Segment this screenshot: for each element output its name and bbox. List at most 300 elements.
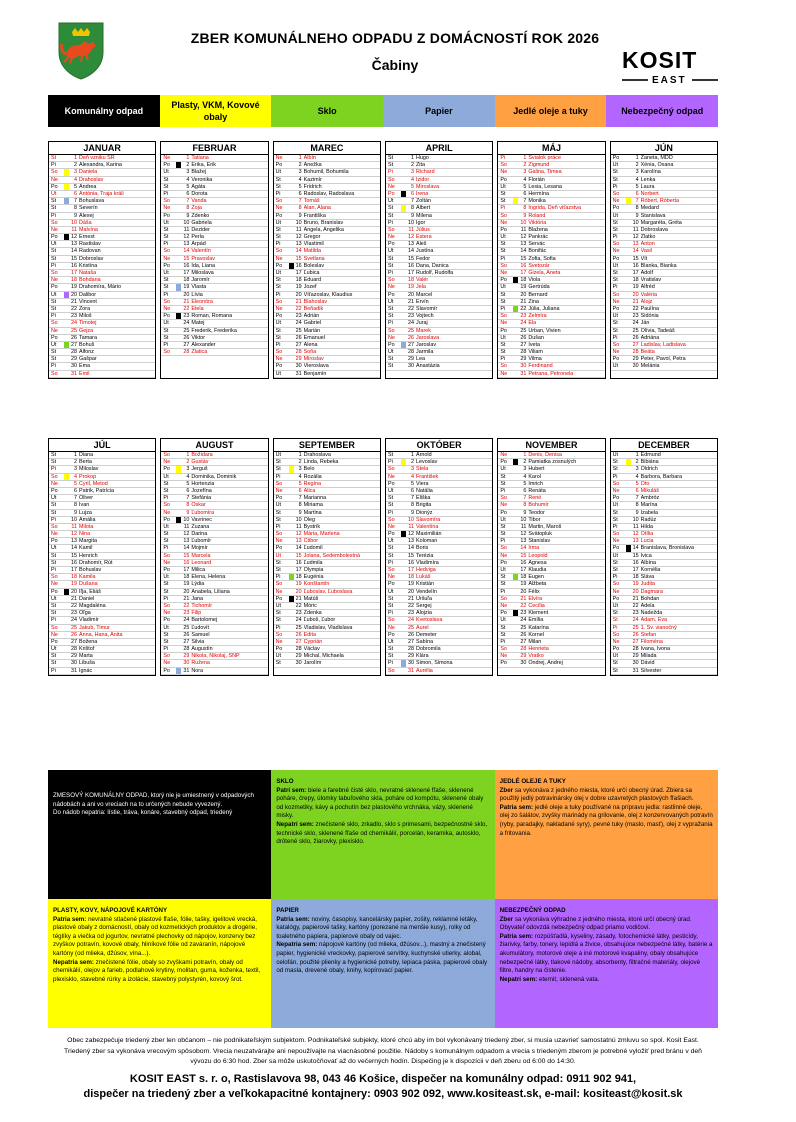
weekday: Št — [388, 452, 394, 458]
day-number: 18 — [408, 574, 414, 581]
month-title: MAREC — [274, 142, 380, 155]
day-number: 11 — [520, 226, 527, 233]
day-row — [161, 162, 267, 169]
weekday: Pi — [500, 356, 506, 363]
day-number: 30 — [295, 660, 302, 667]
name-day: Jolana, Sedembolestná — [303, 552, 360, 559]
day-number: 25 — [632, 624, 639, 631]
day-number: 22 — [71, 602, 77, 609]
day-row — [274, 553, 380, 560]
weekday: So — [388, 617, 395, 624]
day-number: 16 — [408, 559, 414, 566]
day-row — [386, 545, 492, 552]
weekday: So — [163, 452, 170, 458]
day-row — [161, 481, 267, 488]
day-number: 14 — [520, 545, 527, 552]
day-number: 2 — [186, 459, 190, 466]
weekday: St — [612, 219, 618, 226]
calendar-second-half — [48, 438, 718, 676]
day-number: 3 — [186, 169, 190, 176]
weekday: So — [163, 653, 170, 660]
name-day: Olympia — [303, 567, 324, 573]
day-row — [274, 538, 380, 545]
weekday: Pi — [163, 646, 169, 653]
nebezpecny-p1-label: Zber — [499, 915, 514, 923]
weekday: Št — [275, 334, 281, 341]
name-day: Xénia, Oxana — [640, 162, 674, 169]
day-row — [386, 320, 492, 327]
day-number: 5 — [186, 183, 190, 190]
weekday: Ut — [388, 588, 394, 595]
page-title: ZBER KOMUNÁLNEHO ODPADU Z DOMÁCNOSTÍ ROK 2026 — [190, 30, 600, 46]
day-row — [611, 306, 717, 313]
day-number: 18 — [71, 277, 77, 284]
weekday: Pi — [51, 516, 56, 523]
day-number: 17 — [71, 270, 77, 276]
weekday: St — [275, 327, 281, 334]
weekday: Pi — [500, 205, 506, 212]
name-day: Jana — [191, 595, 204, 602]
day-row — [161, 474, 267, 481]
day-row — [386, 213, 492, 220]
day-number: 23 — [520, 313, 527, 320]
weekday: Ut — [500, 334, 506, 341]
day-row — [274, 560, 380, 567]
name-day: Zuzana — [191, 523, 210, 530]
day-row — [161, 596, 267, 603]
day-row — [161, 603, 267, 610]
name-day: Vratislav — [640, 277, 662, 284]
day-row — [161, 292, 267, 299]
day-row — [274, 646, 380, 653]
name-day: Júlia, Juliana — [528, 305, 560, 312]
day-row — [274, 162, 380, 169]
weekday: St — [388, 356, 394, 363]
day-row — [498, 306, 604, 313]
name-day: Drahomír, Rút — [79, 559, 113, 566]
day-row — [498, 349, 604, 356]
day-row — [274, 502, 380, 509]
day-row — [386, 220, 492, 227]
name-day: Dezider — [191, 226, 210, 233]
day-row — [274, 220, 380, 227]
day-number: 22 — [520, 305, 527, 312]
name-day: Alena — [303, 341, 318, 348]
weekday: Pi — [275, 291, 281, 298]
day-row — [274, 488, 380, 495]
day-number: 6 — [186, 487, 190, 494]
name-day: Kornélia — [640, 567, 661, 573]
name-day: Aurel — [416, 624, 429, 631]
weekday: Po — [612, 255, 620, 262]
weekday: Ne — [275, 305, 283, 312]
day-row — [386, 177, 492, 184]
day-number: 31 — [295, 370, 302, 377]
day-number: 21 — [71, 595, 77, 602]
name-day: Ľuboš, Ľubor — [303, 617, 336, 624]
day-row — [274, 524, 380, 531]
day-number: 25 — [71, 624, 77, 631]
name-day: Ida, Liana — [191, 262, 216, 269]
day-row — [274, 248, 380, 255]
name-day: Bohuslav — [79, 567, 102, 573]
day-row — [611, 169, 717, 176]
day-number: 14 — [295, 545, 302, 552]
day-row — [49, 581, 155, 588]
day-row — [49, 177, 155, 184]
weekday: St — [388, 495, 394, 502]
day-row — [274, 313, 380, 320]
weekday: Po — [500, 559, 507, 566]
day-number: 10 — [632, 516, 639, 523]
name-day: Angela, Angelika — [303, 226, 344, 233]
name-day: Natália — [416, 487, 433, 494]
day-row — [161, 155, 267, 162]
name-day: Medard — [640, 205, 659, 212]
day-number: 7 — [523, 198, 527, 205]
weekday: Št — [275, 284, 281, 291]
day-number: 6 — [74, 190, 77, 197]
name-day: Pravoslav — [191, 255, 215, 262]
day-row — [161, 263, 267, 270]
month-calendar — [497, 438, 605, 676]
weekday: Ne — [163, 459, 171, 466]
name-day: Iveta — [528, 341, 541, 348]
day-row — [611, 567, 717, 574]
day-number: 23 — [71, 610, 77, 617]
day-number: 28 — [632, 646, 639, 653]
weekday: So — [388, 466, 395, 473]
weekday: St — [51, 653, 57, 660]
day-number: 1 — [74, 452, 77, 458]
day-row — [274, 227, 380, 234]
day-number: 16 — [632, 262, 639, 269]
day-number: 6 — [74, 487, 77, 494]
weekday: Ne — [612, 538, 620, 545]
weekday: Pi — [51, 617, 56, 624]
day-number: 22 — [408, 602, 414, 609]
day-number: 7 — [635, 495, 639, 502]
day-number: 23 — [71, 313, 77, 320]
day-number: 31 — [632, 667, 639, 674]
weekday: Po — [612, 356, 620, 363]
day-number: 16 — [183, 559, 190, 566]
weekday: Pi — [51, 567, 56, 573]
weekday: Po — [275, 363, 283, 370]
day-number: 13 — [408, 241, 414, 248]
day-row — [611, 510, 717, 517]
name-day: Mária, Marlena — [303, 531, 340, 538]
day-row — [49, 263, 155, 270]
name-day: Albín — [303, 155, 316, 161]
name-day: Libuša — [79, 660, 95, 667]
day-row — [49, 320, 155, 327]
name-day: Anabela, Liliana — [191, 588, 230, 595]
day-number: 20 — [408, 291, 414, 298]
name-day: Lea — [416, 356, 425, 363]
day-number: 7 — [186, 495, 190, 502]
month-calendar — [610, 438, 718, 676]
name-day: Július — [416, 226, 430, 233]
name-day: Zoltán — [416, 198, 431, 205]
day-number: 20 — [520, 588, 527, 595]
day-number: 7 — [411, 198, 414, 205]
nebezpecny-p2: rozpúšťadlá, kyseliny, zásady, fotochemické látky, pesticídy, žiarivky, farby, tonery, lepidlá a živice, obsahujúce nebezpečné látky, batérie a akumulátory, motorové oleje a iné motorové kvapaliny, obaly obsahujúce nebezpečné látky, tlakové nádoby, absorbenty, filtračné materiály, olejové filtre, handry na čistenie. — [499, 932, 713, 975]
day-row — [274, 481, 380, 488]
weekday: Pi — [500, 588, 506, 595]
day-row — [611, 589, 717, 596]
weekday: So — [275, 531, 283, 538]
day-number: 29 — [295, 356, 302, 363]
day-row — [49, 474, 155, 481]
name-day: Marta — [79, 653, 93, 660]
day-number: 4 — [74, 176, 77, 183]
weekday: Ne — [612, 487, 620, 494]
name-day: Marianna — [303, 495, 327, 502]
weekday: Št — [388, 162, 394, 169]
day-row — [498, 155, 604, 162]
name-day: Tichomír — [191, 602, 213, 609]
name-day: Eleonóra — [191, 298, 213, 305]
weekday: So — [612, 531, 620, 538]
day-row — [161, 653, 267, 660]
day-row — [274, 610, 380, 617]
weekday: Po — [500, 226, 507, 233]
name-day: Etela — [191, 305, 204, 312]
name-day: Lujza — [79, 509, 92, 516]
day-number: 1 — [298, 452, 302, 458]
weekday: St — [612, 169, 618, 176]
day-number: 4 — [186, 176, 190, 183]
day-row — [49, 169, 155, 176]
day-number: 12 — [183, 531, 190, 538]
name-day: Stanislav — [528, 538, 551, 545]
day-number: 28 — [520, 349, 527, 356]
name-day: Timotej — [79, 320, 97, 327]
day-row — [274, 625, 380, 632]
name-day: Vieroslava — [303, 363, 329, 370]
name-day: Anna, Hana, Anita — [79, 631, 123, 638]
day-row — [498, 277, 604, 284]
day-row — [611, 646, 717, 653]
day-row — [161, 524, 267, 531]
name-day: Anežka — [303, 162, 322, 169]
weekday: Pi — [388, 459, 393, 466]
month-title: APRIL — [386, 142, 492, 155]
name-day: Vilma — [528, 356, 542, 363]
name-day: Ferdinand — [528, 363, 553, 370]
day-number: 21 — [183, 595, 190, 602]
day-row — [611, 292, 717, 299]
day-row — [498, 320, 604, 327]
name-day: Alojz — [640, 298, 653, 305]
day-number: 26 — [632, 334, 639, 341]
day-number: 23 — [632, 610, 639, 617]
day-number: 21 — [520, 298, 527, 305]
day-number: 28 — [632, 349, 639, 356]
weekday: Ut — [163, 624, 169, 631]
day-number: 26 — [632, 631, 639, 638]
day-number: 26 — [183, 334, 190, 341]
day-row — [274, 277, 380, 284]
weekday: Št — [51, 305, 57, 312]
weekday: Pi — [612, 473, 618, 480]
weekday: Ne — [51, 581, 58, 588]
day-row — [386, 653, 492, 660]
weekday: Št — [388, 502, 394, 509]
name-day: Monika — [528, 198, 546, 205]
day-number: 9 — [186, 212, 190, 219]
weekday: Št — [612, 466, 618, 473]
name-day: Koloman — [416, 538, 438, 545]
day-number: 16 — [183, 262, 190, 269]
name-day: Martina — [303, 509, 322, 516]
name-day: Dana, Danica — [416, 262, 449, 269]
name-day: Tamara — [79, 334, 97, 341]
name-day: Drahoslava — [303, 452, 331, 458]
nebezpecny-p3: eternit, sklenená vata. — [538, 975, 600, 983]
name-day: Veronika — [191, 176, 213, 183]
weekday: St — [500, 624, 506, 631]
weekday: Ut — [163, 219, 169, 226]
day-row — [274, 205, 380, 212]
day-number: 12 — [295, 531, 302, 538]
name-day: Stanislava — [640, 212, 666, 219]
weekday: Po — [388, 480, 395, 487]
weekday: Po — [51, 183, 58, 190]
day-number: 16 — [71, 559, 77, 566]
name-day: Laura — [640, 183, 655, 190]
name-day: Erika, Erik — [191, 162, 216, 169]
day-row — [611, 162, 717, 169]
weekday: Pi — [500, 638, 506, 645]
day-number: 24 — [71, 617, 77, 624]
day-number: 13 — [295, 241, 302, 248]
day-number: 30 — [408, 660, 414, 667]
name-day: Jarmila — [416, 349, 434, 356]
day-row — [386, 284, 492, 291]
day-number: 22 — [632, 602, 639, 609]
day-row — [161, 538, 267, 545]
day-number: 3 — [74, 169, 77, 176]
weekday: Ut — [275, 502, 282, 509]
day-row — [498, 617, 604, 624]
day-row — [611, 234, 717, 241]
day-number: 15 — [408, 255, 414, 262]
name-day: Klement — [528, 610, 549, 617]
info-sklo — [271, 770, 494, 899]
day-number: 5 — [298, 480, 302, 487]
day-row — [611, 610, 717, 617]
name-day: Servác — [528, 241, 546, 248]
day-row — [49, 292, 155, 299]
day-row — [161, 531, 267, 538]
weekday: Št — [500, 198, 506, 205]
sklo-p1-label: Patrí sem: — [276, 786, 307, 794]
day-number: 3 — [635, 466, 639, 473]
day-number: 30 — [408, 363, 414, 370]
day-row — [49, 481, 155, 488]
day-number: 31 — [71, 370, 77, 377]
day-number: 25 — [408, 624, 414, 631]
day-row — [161, 234, 267, 241]
name-day: Beáta — [640, 349, 655, 356]
day-row — [49, 603, 155, 610]
name-day: Valér — [416, 277, 429, 284]
name-day: Kornel — [528, 631, 544, 638]
weekday: Št — [51, 660, 57, 667]
day-row — [498, 538, 604, 545]
weekday: St — [500, 241, 506, 248]
name-day: Judita — [640, 581, 656, 588]
day-number: 19 — [520, 581, 527, 588]
weekday: St — [612, 459, 618, 466]
weekday: Pi — [163, 190, 169, 197]
name-day: Florián — [528, 176, 545, 183]
day-number: 24 — [183, 617, 190, 624]
weekday: Št — [388, 313, 394, 320]
name-day: Miloslava — [191, 270, 214, 276]
weekday: Št — [612, 226, 618, 233]
name-day: Eugen — [528, 574, 544, 581]
day-number: 23 — [295, 313, 302, 320]
day-row — [386, 299, 492, 306]
weekday: So — [275, 349, 283, 356]
day-number: 8 — [298, 502, 302, 509]
name-day: Ignác — [79, 667, 93, 674]
day-number: 27 — [408, 341, 414, 348]
day-row — [386, 531, 492, 538]
day-row — [498, 639, 604, 646]
name-day: Milan — [528, 638, 542, 645]
name-day: Hermína — [528, 190, 549, 197]
day-number: 4 — [74, 473, 77, 480]
name-day: Agnesa — [528, 559, 547, 566]
name-day: Vladimír — [79, 617, 99, 624]
day-number: 7 — [635, 198, 639, 205]
day-number: 24 — [295, 617, 302, 624]
day-number: 5 — [74, 480, 77, 487]
weekday: So — [275, 581, 283, 588]
day-number: 1 — [298, 155, 302, 161]
name-day: Marek — [416, 327, 431, 334]
weekday: Ut — [163, 523, 169, 530]
name-day: Adolf — [640, 270, 653, 276]
day-number: 2 — [411, 162, 414, 169]
weekday: Po — [275, 212, 283, 219]
name-day: Estera — [416, 234, 432, 241]
legend-item: Jedlé oleje a tuky — [495, 95, 607, 127]
weekday: So — [500, 363, 507, 370]
day-number: 28 — [71, 646, 77, 653]
weekday: St — [51, 198, 57, 205]
weekday: Pi — [388, 270, 393, 276]
day-number: 5 — [411, 183, 414, 190]
name-day: Gabriela — [191, 219, 212, 226]
weekday: Po — [388, 291, 395, 298]
name-day: Vojtech — [416, 313, 434, 320]
weekday: Št — [275, 234, 281, 241]
weekday: Ut — [163, 270, 169, 276]
day-number: 9 — [411, 509, 414, 516]
weekday: Ne — [163, 205, 171, 212]
day-row — [49, 284, 155, 291]
contact-line-1: KOSIT EAST s. r. o, Rastislavova 98, 043 46 Košice, dispečer na komunálny odpad: 0911 902 941, — [129, 1073, 637, 1085]
day-number: 14 — [295, 248, 302, 255]
day-row — [498, 459, 604, 466]
day-number: 15 — [520, 552, 527, 559]
day-number: 2 — [298, 459, 302, 466]
